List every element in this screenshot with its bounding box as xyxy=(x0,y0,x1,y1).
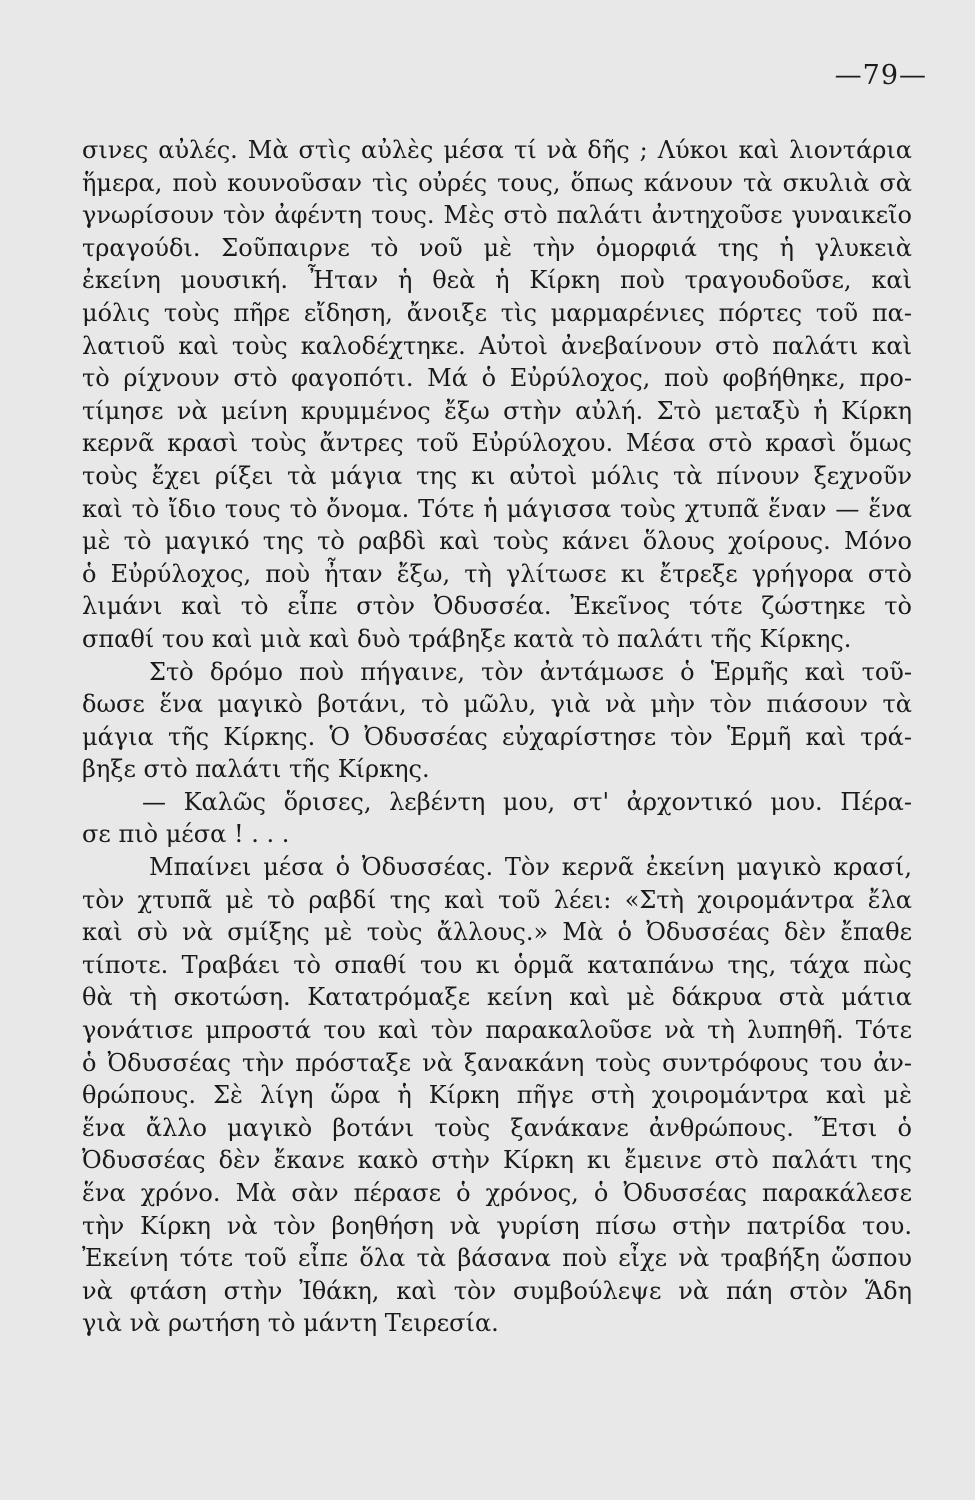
text-line: γιὰ νὰ ρωτήση τὸ μάντη Τειρεσία. xyxy=(82,1309,499,1338)
text-line: ὁ Ὀδυσσέας τὴν πρόσταξε νὰ ξανακάνη τοὺς συντρόφους του ἀν- xyxy=(82,1048,912,1077)
text-line: τίποτε. Τραβάει τὸ σπαθί του κι ὁρμᾶ καταπάνω της, τάχα πὼς xyxy=(82,950,912,979)
text-line: τὴν Κίρκη νὰ τὸν βοηθήση νὰ γυρίση πίσω στὴν πατρίδα του. xyxy=(82,1211,912,1240)
text-line: θὰ τὴ σκοτώση. Κατατρόμαξε κείνη καὶ μὲ δάκρυα στὰ μάτια xyxy=(82,983,912,1012)
text-line: ἕνα ἄλλο μαγικὸ βοτάνι τοὺς ξανάκανε ἀνθρώπους. Ἔτσι ὁ xyxy=(82,1113,912,1142)
text-line: θρώπους. Σὲ λίγη ὥρα ἡ Κίρκη πῆγε στὴ χοιρομάντρα καὶ μὲ xyxy=(82,1081,912,1110)
page-number: —79— xyxy=(834,60,927,91)
text-line: βηξε στὸ παλάτι τῆς Κίρκης. xyxy=(82,755,430,784)
text-line: τραγούδι. Σοῦπαιρνε τὸ νοῦ μὲ τὴν ὀμορφιά της ἡ γλυκειὰ xyxy=(82,233,912,262)
text-line: τίμησε νὰ μείνη κρυμμένος ἔξω στὴν αὐλή. Στὸ μεταξὺ ἡ Κίρκη xyxy=(82,396,912,425)
text-line: λατιοῦ καὶ τοὺς καλοδέχτηκε. Αὐτοὶ ἀνεβαίνουν στὸ παλάτι καὶ xyxy=(82,331,912,360)
body-text xyxy=(82,134,912,1340)
text-line: λιμάνι καὶ τὸ εἶπε στὸν Ὀδυσσέα. Ἐκεῖνος τότε ζώστηκε τὸ xyxy=(82,592,912,621)
text-line: τὸ ρίχνουν στὸ φαγοπότι. Μά ὁ Εὐρύλοχος, ποὺ φοβήθηκε, προ- xyxy=(82,364,912,393)
text-line: νὰ φτάση στὴν Ἰθάκη, καὶ τὸν συμβούλεψε νὰ πάη στὸν Ἅδη xyxy=(82,1276,912,1305)
text-line: — Καλῶς ὅρισες, λεβέντη μου, στ' ἀρχοντικό μου. Πέρα- xyxy=(142,787,912,816)
text-line: ἕνα χρόνο. Μὰ σὰν πέρασε ὁ χρόνος, ὁ Ὀδυσσέας παρακάλεσε xyxy=(82,1179,912,1207)
text-line: Ὀδυσσέας δὲν ἔκανε κακὸ στὴν Κίρκη κι ἔμεινε στὸ παλάτι της xyxy=(82,1146,912,1175)
text-line: γονάτισε μπροστά του καὶ τὸν παρακαλοῦσε νὰ τὴ λυπηθῆ. Τότε xyxy=(82,1016,912,1045)
text-line: καὶ τὸ ἴδιο τους τὸ ὄνομα. Τότε ἡ μάγισσα τοὺς χτυπᾶ ἕναν — ἕνα xyxy=(82,494,912,523)
text-line: ὁ Εὐρύλοχος, ποὺ ἦταν ἔξω, τὴ γλίτωσε κι ἔτρεξε γρήγορα στὸ xyxy=(82,559,912,588)
text-line: σινες αὐλές. Μὰ στὶς αὐλὲς μέσα τί νὰ δῆς ; Λύκοι καὶ λιοντάρια xyxy=(82,136,912,164)
text-line: μὲ τὸ μαγικό της τὸ ραβδὶ καὶ τοὺς κάνει ὅλους χοίρους. Μόνο xyxy=(82,527,912,556)
text-line: σπαθί του καὶ μιὰ καὶ δυὸ τράβηξε κατὰ τὸ παλάτι τῆς Κίρκης. xyxy=(82,624,852,653)
text-line: Ἐκείνη τότε τοῦ εἶπε ὅλα τὰ βάσανα ποὺ εἶχε νὰ τραβήξη ὥσπου xyxy=(82,1244,912,1273)
text-line: κερνᾶ κρασὶ τοὺς ἄντρες τοῦ Εὐρύλοχου. Μέσα στὸ κρασὶ ὅμως xyxy=(82,429,912,458)
text-line: Στὸ δρόμο ποὺ πήγαινε, τὸν ἀντάμωσε ὁ Ἑρμῆς καὶ τοῦ- xyxy=(149,657,912,686)
text-line: δωσε ἕνα μαγικὸ βοτάνι, τὸ μῶλυ, γιὰ νὰ μὴν τὸν πιάσουν τὰ xyxy=(82,690,912,719)
text-line: τοὺς ἔχει ρίξει τὰ μάγια της κι αὐτοὶ μόλις τὰ πίνουν ξεχνοῦν xyxy=(82,461,912,490)
text-line: τὸν χτυπᾶ μὲ τὸ ραβδί της καὶ τοῦ λέει: «Στὴ χοιρομάντρα ἔλα xyxy=(82,885,912,914)
text-line: ἥμερα, ποὺ κουνοῦσαν τὶς οὐρές τους, ὅπως κάνουν τὰ σκυλιὰ σὰ xyxy=(82,168,912,197)
text-line: ἐκείνη μουσική. Ἦταν ἡ θεὰ ἡ Κίρκη ποὺ τραγουδοῦσε, καὶ xyxy=(82,266,912,295)
text-line: καὶ σὺ νὰ σμίξης μὲ τοὺς ἄλλους.» Μὰ ὁ Ὀδυσσέας δὲν ἔπαθε xyxy=(82,918,912,947)
text-line: μάγια τῆς Κίρκης. Ὁ Ὀδυσσέας εὐχαρίστησε τὸν Ἑρμῆ καὶ τρά- xyxy=(82,722,912,751)
text-line: γνωρίσουν τὸν ἀφέντη τους. Μὲς στὸ παλάτι ἀντηχοῦσε γυναικεῖο xyxy=(82,201,912,230)
text-line: Μπαίνει μέσα ὁ Ὀδυσσέας. Τὸν κερνᾶ ἐκείνη μαγικὸ κρασί, xyxy=(149,853,912,882)
text-line: σε πιὸ μέσα ! . . . xyxy=(82,820,290,849)
text-line: μόλις τοὺς πῆρε εἴδηση, ἄνοιξε τὶς μαρμαρένιες πόρτες τοῦ πα- xyxy=(82,298,912,327)
